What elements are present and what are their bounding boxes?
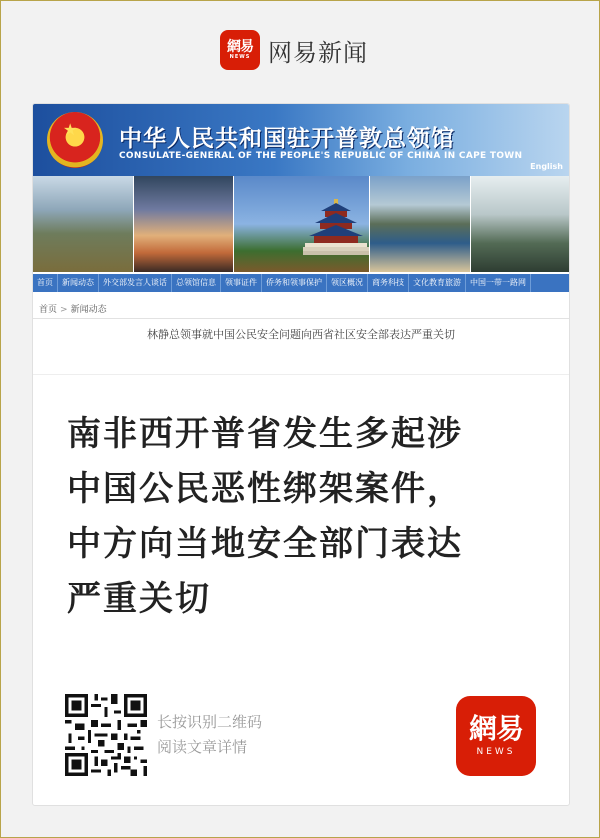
netease-news-app-icon[interactable]: 網易 NEWS	[456, 696, 536, 776]
share-card	[32, 103, 570, 806]
cape-coast-photo	[370, 176, 471, 272]
nav-item-district-overview[interactable]: 领区概况	[327, 274, 368, 292]
headline-line: 严重关切	[67, 579, 211, 619]
qr-code[interactable]	[65, 694, 147, 776]
breadcrumb-separator: >	[60, 305, 68, 315]
english-link[interactable]: English	[530, 162, 563, 171]
consulate-banner	[33, 104, 569, 176]
nav-item-spokesperson[interactable]: 外交部发言人谈话	[99, 274, 172, 292]
nav-item-belt-road[interactable]: 中国一带一路网	[466, 274, 531, 292]
divider	[33, 318, 569, 319]
headline-line: 中方向当地安全部门表达	[67, 524, 463, 564]
site-nav-bar	[33, 274, 569, 292]
breadcrumb	[39, 302, 107, 315]
temple-of-heaven-icon	[303, 199, 369, 255]
qr-hint	[157, 710, 262, 760]
nav-item-news[interactable]: 新闻动态	[58, 274, 99, 292]
brand-name: 网易新闻	[268, 39, 368, 67]
consulate-title-en: CONSULATE-GENERAL OF THE PEOPLE'S REPUBLIC OF CHINA IN CAPE TOWN	[119, 151, 523, 161]
nav-item-consular-protection[interactable]: 侨务和领事保护	[262, 274, 327, 292]
nav-item-home[interactable]: 首页	[33, 274, 58, 292]
great-wall-photo	[33, 176, 134, 272]
consulate-title-cn: 中华人民共和国驻开普敦总领馆	[119, 125, 455, 152]
breadcrumb-current[interactable]: 新闻动态	[70, 305, 107, 315]
qr-hint-line: 长按识别二维码	[157, 713, 263, 731]
nav-item-commerce[interactable]: 商务科技	[368, 274, 409, 292]
brand-header	[0, 0, 600, 100]
headline	[67, 407, 537, 627]
headline-line: 中国公民恶性绑架案件，	[67, 469, 463, 509]
netease-news-logo-icon: 網易 NEWS	[220, 30, 260, 70]
mountain-peaks-photo	[471, 176, 570, 272]
nav-item-consulate-info[interactable]: 总领馆信息	[172, 274, 221, 292]
qr-hint-line: 阅读文章详情	[157, 738, 248, 756]
breadcrumb-home[interactable]: 首页	[39, 305, 58, 315]
embedded-article-title: 林静总领事就中国公民安全问题向西省社区安全部表达严重关切	[147, 328, 455, 341]
nav-item-consular-docs[interactable]: 领事证件	[221, 274, 262, 292]
nav-item-culture[interactable]: 文化教育旅游	[409, 274, 466, 292]
emblem-star-icon: ★	[63, 120, 78, 139]
headline-line: 南非西开普省发生多起涉	[67, 414, 463, 454]
banner-photo-strip	[33, 176, 569, 272]
embedded-website-screenshot	[33, 104, 569, 374]
divider	[33, 374, 569, 375]
table-mountain-sunset-photo	[134, 176, 234, 272]
